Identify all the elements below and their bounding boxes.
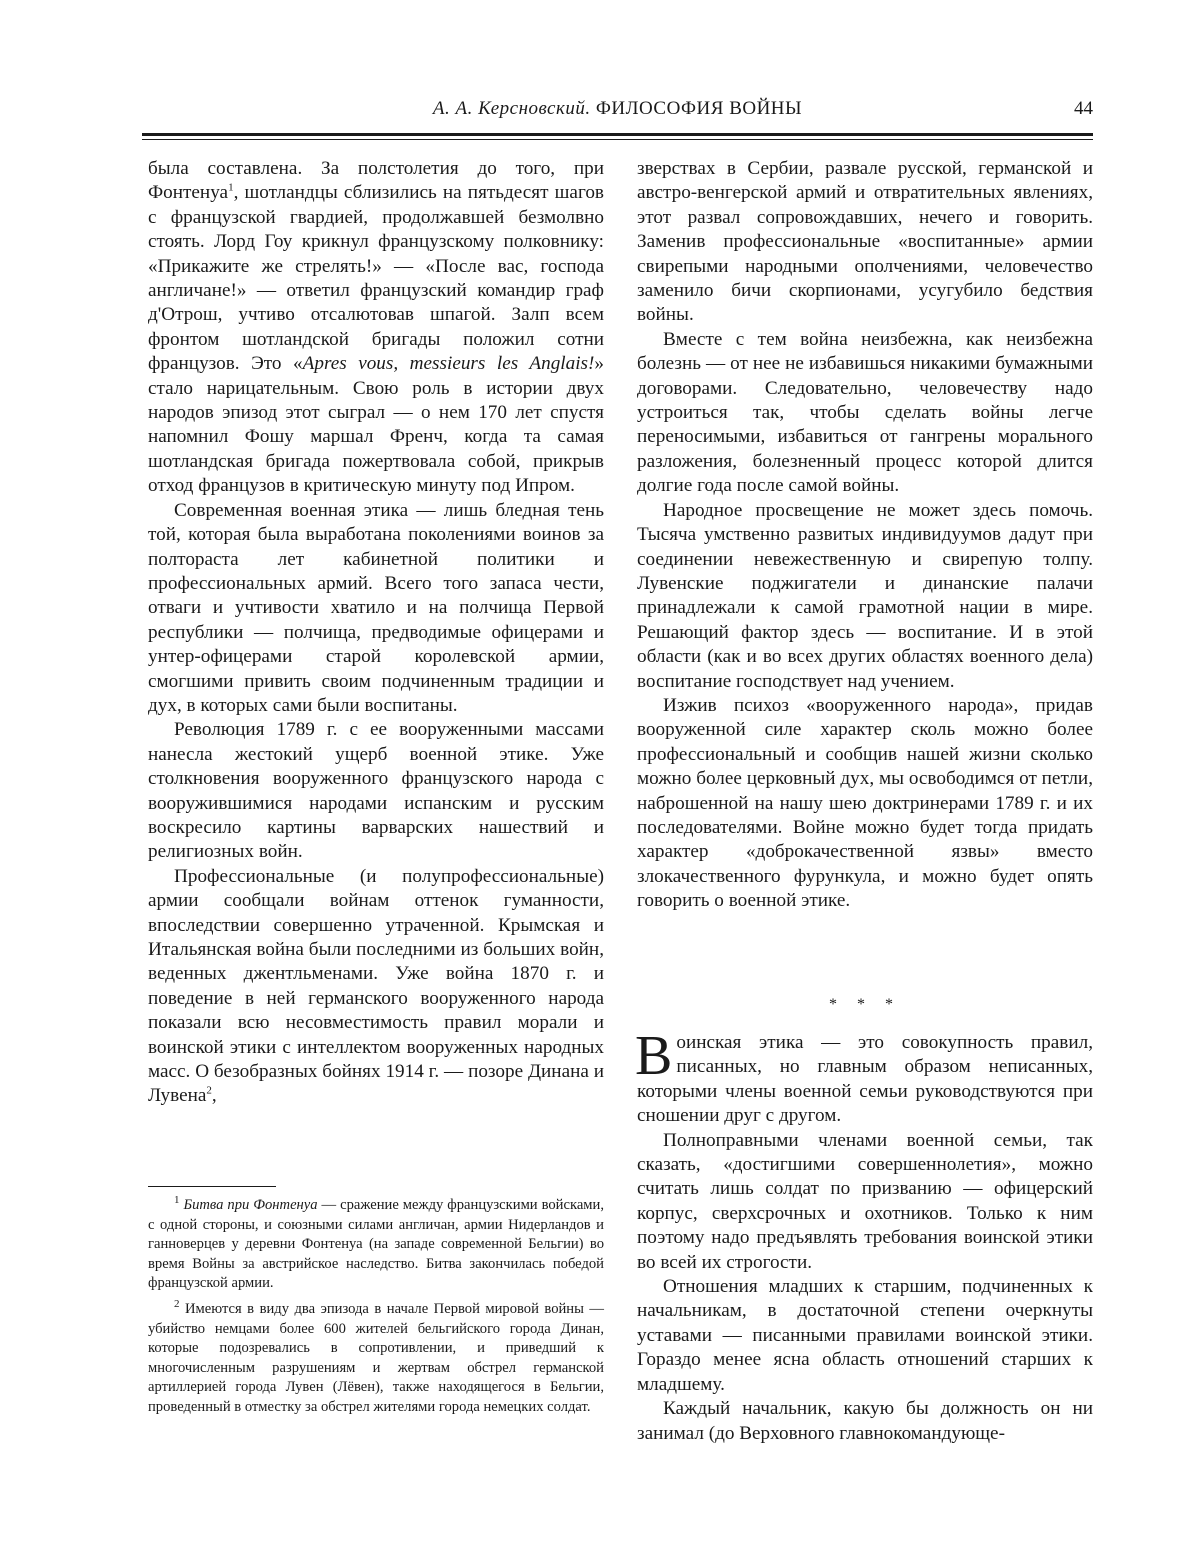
paragraph: Профессиональные (и полупрофессиональные) армии сообщали войнам оттенок гуманности, впоследствии совершенно утраченной. Крымская и Итальянская война были последними из больших войн, веденных джентльменами. Уже война 1870 г. и поведение в ней германского вооруженного народа показали всю несовместимость правил морали и воинской этики с интеллектом вооруженных народных масс. О безобразных бойнях 1914 г. — позоре Динана и Лувена$^2$, <box>148 865 604 1107</box>
section-2 <box>635 1025 1093 1446</box>
section-separator: * * * <box>829 996 901 1013</box>
paragraph: Каждый начальник, какую бы должность он ни занимал (до Верховного главнокомандующе- <box>637 1398 1093 1444</box>
paragraph: Революция 1789 г. с ее вооруженными массами нанесла жестокий ущерб военной этике. Уже столкновения вооруженного французского народа с вооружившимися народами испанским и русским воскресило картины варварских нашествий и религиозных войн. <box>148 719 604 863</box>
header-rule-thick <box>142 133 1093 136</box>
header-book-title: ФИЛОСОФИЯ ВОЙНЫ <box>595 98 803 119</box>
paragraph: Отношения младших к старшим, подчиненных к начальникам, в достаточной степени очеркнуты уставами — писанными правилами воинской этики. Гораздо менее ясна область отношений старших к младшему. <box>637 1276 1093 1395</box>
paragraph: Вместе с тем война неизбежна, как неизбежна болезнь — от нее не избавишься никакими бумажными договорами. Следовательно, человечеству надо устроиться так, чтобы сделать войны легче переносимыми, избавиться от гангрены морального разложения, болезненный процесс которой длится долгие года после самой войны. <box>637 328 1093 497</box>
footnote-ref-1: 1 <box>228 182 234 195</box>
right-column <box>637 157 1093 914</box>
paragraph: Изжив психоз «вооруженного народа», придав вооруженной силе характер сколь можно более профессиональный и сообщив нашей жизни сколько можно более церковный дух, мы освободимся от петли, наброшенной на нашу шею доктринерами 1789 г. и их последователями. Войне можно будет тогда придать характер «доброкачественной язвы» вместо злокачественного фурункула, и можно будет опять говорить о военной этике. <box>637 694 1093 912</box>
footnote-2: $^2$ Имеются в виду два эпизода в начале Первой мировой войны — убийство немцами более 600 жителей бельгийского города Динан, которые подозревались в сопротивлении, и приведший к многочисленным разрушениям и жертвам обстрел германской артиллерией города Лувен (Лёвен), также находящегося в Бельгии, проведенный в отместку за обстрел жителями города немецких солдат. <box>148 1298 604 1415</box>
footnote-rule <box>148 1186 276 1187</box>
footnote-ref-2: 2 <box>206 1085 212 1098</box>
running-header <box>142 98 1093 130</box>
paragraph: была составлена. За полстолетия до того, при Фонтенуа$^1$, шотландцы сблизились на пятьдесят шагов с французской гвардией, продолжавшей безмолвно стоять. Лорд Гоу крикнул французскому полковнику: «Прикажите же стрелять!» — «После вас, господа англичане!» — ответил французский командир граф д'Отрош, учтиво отсалютовав шпагой. Залп всем фронтом шотландской бригады положил сотни французов. Это «Apres vous, messieurs les Anglais!» стало нарицательным. Свою роль в истории двух народов эпизод этот сыграл — о нем 170 лет спустя напомнил Фошу маршал Френч, когда та самая шотландская бригада пожертвовала собой, прикрыв отход французов в критическую минуту под Ипром. <box>148 158 604 497</box>
header-title <box>142 98 1093 120</box>
footnote-1: $^1$ Битва при Фонтенуа — сражение между французскими войсками, с одной стороны, и союзными силами англичан, армии Нидерландов и ганноверцев у деревни Фонтенуа (на западе современной Бельгии) во время Войны за австрийское наследство. Битва закончилась победой французской армии. <box>148 1194 604 1292</box>
paragraph: Современная военная этика — лишь бледная тень той, которая была выработана поколениями воинов за полтораста лет кабинетной политики и профессиональных армий. Всего того запаса чести, отваги и учтивости хватило и на полчища Первой республики — полчища, предводимые офицерами и унтер-офицерами старой королевской армии, смогшими привить своим подчиненным традиции и дух, в которых сами были воспитаны. <box>148 499 604 716</box>
header-rule-thin <box>142 139 1093 140</box>
french-quote: Apres vous, messieurs les Anglais! <box>302 353 595 375</box>
paragraph: Полноправными членами военной семьи, так сказать, «достигшими совершеннолетия», можно считать лишь солдат по призванию — офицерский корпус, сверхсрочных и охотников. Только к ним поэтому надо предъявлять требования воинской этики во всей их строгости. <box>637 1129 1093 1273</box>
header-author: А. А. Керсновский. <box>432 98 591 119</box>
page-number: 44 <box>1074 98 1093 119</box>
footnotes <box>148 1196 604 1424</box>
paragraph: Воинская этика — это совокупность правил, писанных, но главным образом неписанных, которыми члены военной семьи руководствуются при сношении друг с другом. <box>635 1025 1093 1127</box>
paragraph: Народное просвещение не может здесь помочь. Тысяча умственно развитых индивидуумов дадут при соединении невежественную и свирепую толпу. Лувенские поджигатели и динанские палачи принадлежали к самой грамотной нации в мире. Решающий фактор здесь — воспитание. И в этой области (как и во всех других областях военного дела) воспитание господствует над учением. <box>637 499 1093 692</box>
paragraph: зверствах в Сербии, развале русской, германской и австро-венгерской армий и отвратительных явлениях, этот развал сопровождавших, нечего и говорить. Заменив профессиональные «воспитанные» армии свирепыми народными ополчениями, человечество заменило бичи скорпионами, усугубило бедствия войны. <box>637 158 1093 326</box>
drop-cap: В <box>635 1025 673 1087</box>
left-column <box>148 157 604 1109</box>
